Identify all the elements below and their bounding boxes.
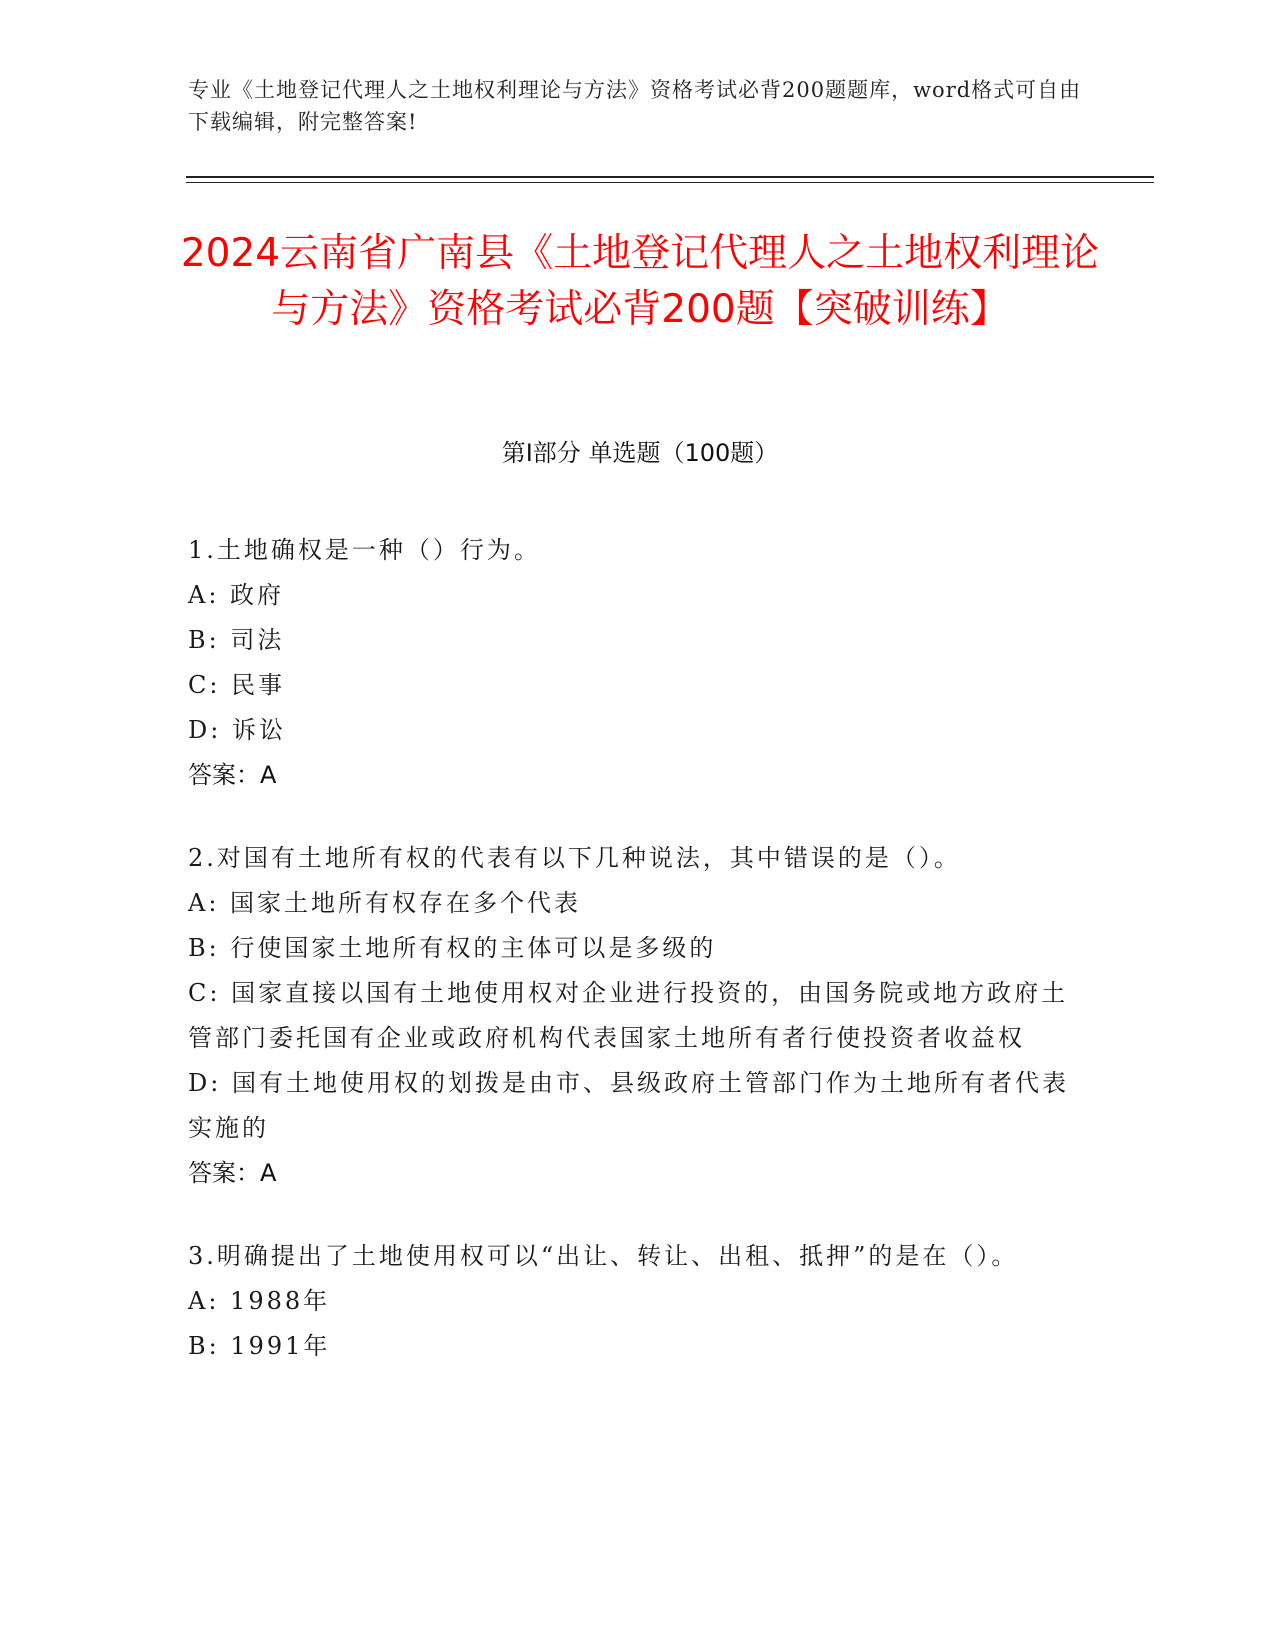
document-title: 2024云南省广南县《土地登记代理人之土地权利理论与方法》资格考试必背200题【突破训练】 [180, 231, 1100, 332]
header-note: 专业《土地登记代理人之土地权利理论与方法》资格考试必背200题题库，word格式可自由下载编辑，附完整答案! [188, 78, 1082, 134]
answer: 答案：A [188, 1159, 277, 1187]
option-b: B: 司法 [188, 626, 285, 654]
header-divider-thick [186, 176, 1154, 178]
question-stem: 3.明确提出了土地使用权可以“出让、转让、出租、抵押”的是在（）。 [188, 1242, 1019, 1270]
option-c: C: 国家直接以国有土地使用权对企业进行投资的，由国务院或地方政府土管部门委托国有企业或政府机构代表国家土地所有者行使投资者收益权 [188, 979, 1069, 1052]
question-stem: 1.土地确权是一种（）行为。 [188, 536, 541, 564]
option-a: A: 1988年 [188, 1287, 331, 1315]
question-stem: 2.对国有土地所有权的代表有以下几种说法，其中错误的是（）。 [188, 844, 961, 872]
header-divider-thin [186, 182, 1154, 183]
option-d: D: 诉讼 [188, 716, 286, 744]
option-a: A: 国家土地所有权存在多个代表 [188, 889, 582, 917]
question-list [188, 528, 1078, 1407]
option-a: A: 政府 [188, 581, 285, 609]
question-2 [188, 836, 1078, 1196]
option-b: B: 行使国家土地所有权的主体可以是多级的 [188, 934, 717, 962]
option-d: D: 国有土地使用权的划拨是由市、县级政府土管部门作为土地所有者代表实施的 [188, 1069, 1069, 1142]
question-1 [188, 528, 1078, 798]
option-c: C: 民事 [188, 671, 286, 699]
option-b: B: 1991年 [188, 1332, 331, 1360]
question-3 [188, 1234, 1078, 1369]
answer: 答案：A [188, 761, 277, 789]
section-title: 第Ⅰ部分 单选题（100题） [501, 439, 779, 467]
